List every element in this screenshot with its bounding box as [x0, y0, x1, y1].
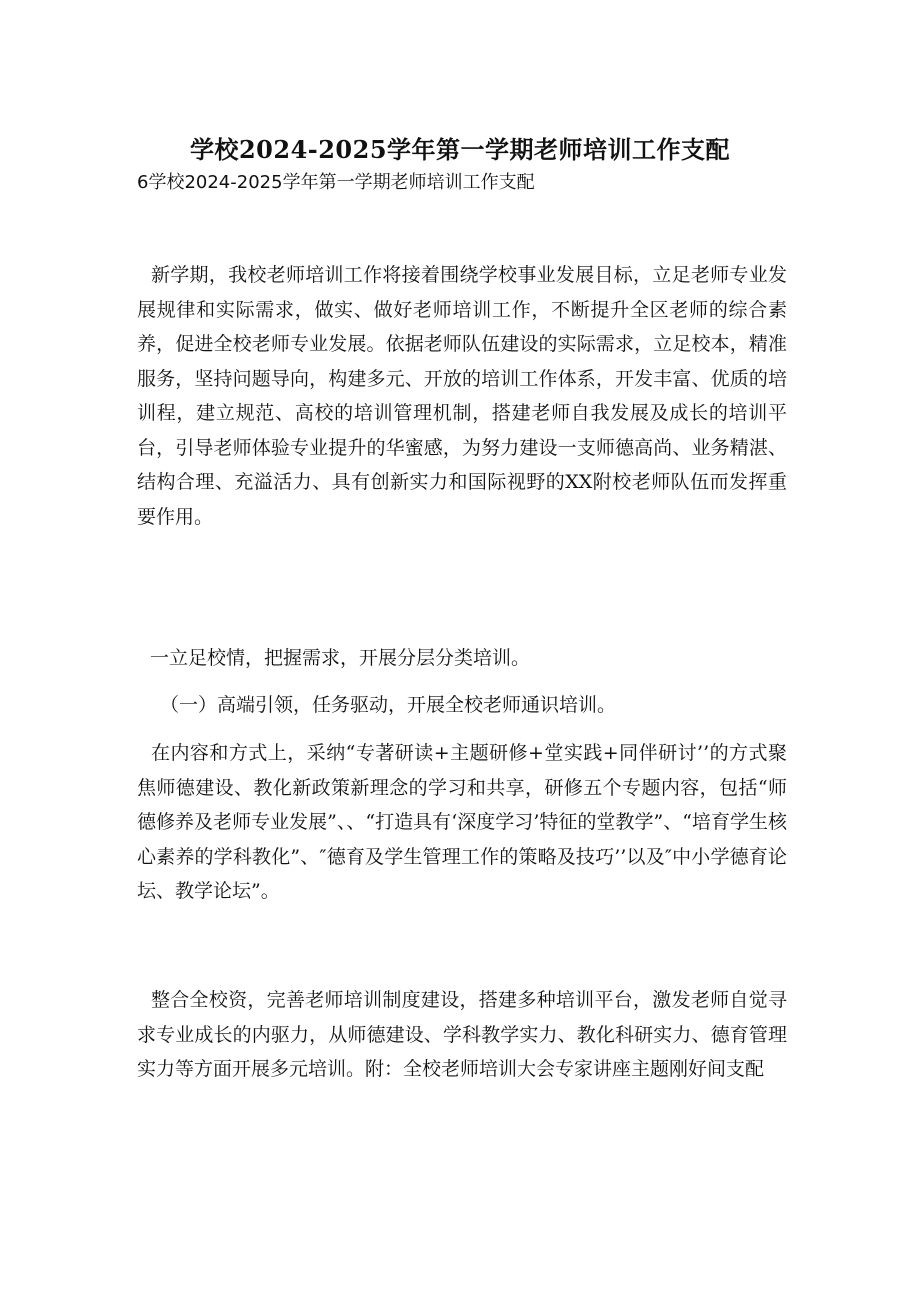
section-heading: 一立足校情，把握需求，开展分层分类培训。 — [150, 647, 531, 669]
integration-paragraph: 整合全校资，完善老师培训制度建设，搭建多种培训平台，激发老师自觉寻求专业成长的内驱力，从师德建设、学科教学实力、教化科研实力、德育管理实力等方面开展多元培训。附：全校老师培训大会专家讲座主题刚好间支配 — [137, 989, 787, 1080]
subsection-heading: （一）高端引领，任务驱动，开展全校老师通识培训。 — [160, 694, 617, 716]
document-subtitle: 6学校2024-2025学年第一学期老师培训工作支配 — [137, 172, 535, 193]
document-title: 学校2024-2025学年第一学期老师培训工作支配 — [189, 135, 731, 165]
content-paragraph: 在内容和方式上，采纳“专著研读+主题研修+堂实践+同伴研讨’’的方式聚焦师德建设、教化新政策新理念的学习和共享，研修五个专题内容，包括“师德修养及老师专业发展”、、“打造具有‘深度学习’特征的堂教学”、“培育学生核心素养的学科教化”、″德育及学生管理工作的策略及技巧’’以及″中小学德育论坛、教学论坛”。 — [137, 742, 787, 902]
intro-paragraph: 新学期，我校老师培训工作将接着围绕学校事业发展目标，立足老师专业发展规律和实际需求，做实、做好老师培训工作，不断提升全区老师的综合素养，促进全校老师专业发展。依据老师队伍建设的实际需求，立足校本，精准服务，坚持问题导向，构建多元、开放的培训工作体系，开发丰富、优质的培训程，建立规范、高校的培训管理机制，搭建老师自我发展及成长的培训平台，引导老师体验专业提升的华蜜感，为努力建设一支师德高尚、业务精湛、结构合理、充溢活力、具有创新实力和国际视野的XX附校老师队伍而发挥重要作用。 — [137, 264, 787, 528]
